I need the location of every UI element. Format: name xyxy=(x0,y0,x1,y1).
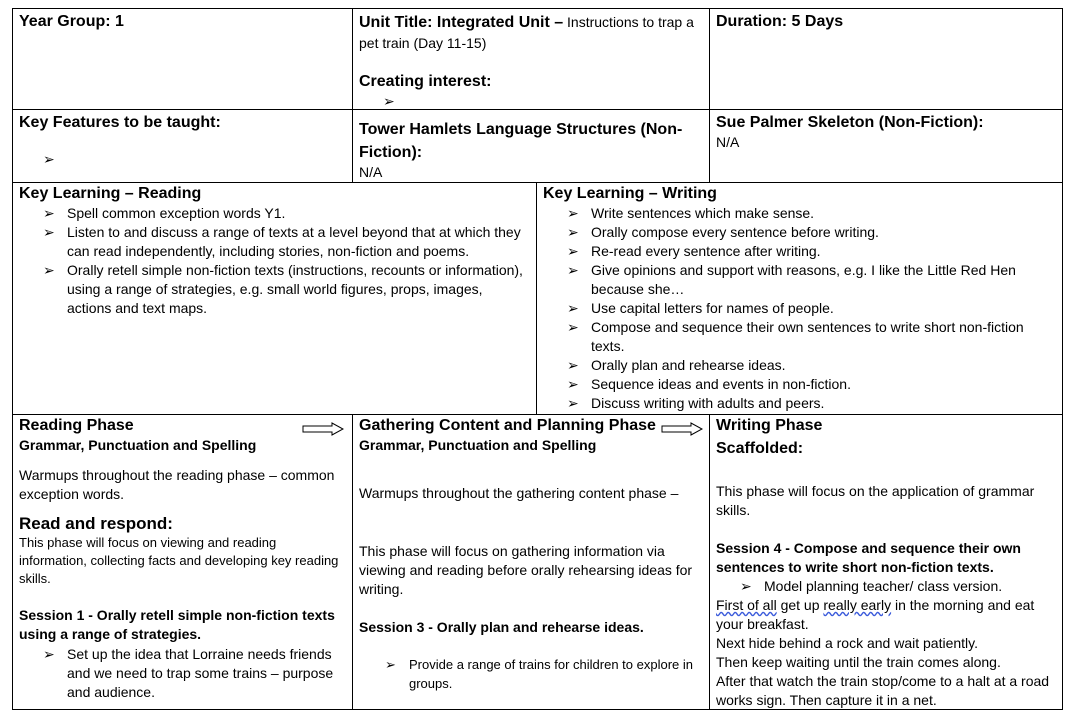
year-group: Year Group: 1 xyxy=(19,13,124,30)
bullet-icon: ➢ xyxy=(567,243,579,259)
bullet-icon: ➢ xyxy=(567,205,579,221)
sue-palmer-title: Sue Palmer Skeleton (Non-Fiction): xyxy=(716,114,984,131)
list-item: ➢ Listen to and discuss a range of texts at a level beyond that at which they can read independently, including stories, non-fiction and poems. xyxy=(43,224,521,259)
bullet-icon: ➢ xyxy=(567,395,579,411)
gathering-phase-title: Gathering Content and Planning Phase xyxy=(359,417,656,434)
list-item: ➢ Orally retell simple non-fiction texts (instructions, recounts or information), using a range of strategies, e.g. small world figures, props, images, actions and text maps. xyxy=(43,262,523,316)
list-item: ➢ Set up the idea that Lorraine needs friends and we need to trap some trains – purpose and audience. xyxy=(43,646,334,700)
reading-phase-cell xyxy=(12,414,353,710)
gathering-phase-cell xyxy=(352,414,710,710)
list-item: ➢ Write sentences which make sense. xyxy=(567,205,815,221)
model-text-line-4: After that watch the train stop/come to a halt at a road works sign. Then capture it in a net. xyxy=(716,673,1050,708)
right-arrow-icon xyxy=(661,422,703,436)
reading-phase-focus: This phase will focus on viewing and reading information, collecting facts and developing key reading skills. xyxy=(19,535,339,586)
duration: Duration: 5 Days xyxy=(716,13,844,30)
year-group-cell xyxy=(12,8,353,110)
list-item: ➢ Provide a range of trains for children to explore in groups. xyxy=(385,657,693,691)
list-item: ➢ Sequence ideas and events in non-fiction. xyxy=(567,376,851,392)
bullet-icon: ➢ xyxy=(567,357,579,373)
read-respond-title: Read and respond: xyxy=(19,514,173,533)
bullet-icon: ➢ xyxy=(43,262,55,278)
gathering-phase-focus: This phase will focus on gathering information via viewing and reading before orally rehearsing ideas for writing. xyxy=(359,543,693,597)
right-arrow-icon xyxy=(302,422,344,436)
duration-cell xyxy=(709,8,1063,110)
bullet-icon: ➢ xyxy=(43,646,55,662)
reading-phase-warmups: Warmups throughout the reading phase – common exception words. xyxy=(19,467,335,502)
writing-phase-focus: This phase will focus on the application of grammar skills. xyxy=(716,483,1035,518)
key-learning-writing-cell xyxy=(536,182,1063,415)
bullet-icon: ➢ xyxy=(385,657,396,672)
gathering-phase-warmups: Warmups throughout the gathering content phase – xyxy=(359,485,679,501)
model-text-line-3: Then keep waiting until the train comes along. xyxy=(716,654,1001,670)
list-item: ➢ Give opinions and support with reasons, e.g. I like the Little Red Hen because she… xyxy=(567,262,1016,297)
bullet-icon: ➢ xyxy=(43,205,55,221)
sue-palmer-cell xyxy=(709,109,1063,183)
writing-phase-subtitle: Scaffolded: xyxy=(716,440,804,457)
unit-title: Unit Title: Integrated Unit – Instructions to trap a pet train (Day 11-15) xyxy=(359,14,694,51)
key-features-title: Key Features to be taught: xyxy=(19,114,221,131)
key-learning-reading-cell xyxy=(12,182,537,415)
writing-phase-title: Writing Phase xyxy=(716,417,823,434)
gathering-phase-session: Session 3 - Orally plan and rehearse ideas. xyxy=(359,619,644,635)
bullet-icon: ➢ xyxy=(567,376,579,392)
gathering-phase-subtitle: Grammar, Punctuation and Spelling xyxy=(359,437,597,453)
reading-phase-session: Session 1 - Orally retell simple non-fiction texts using a range of strategies. xyxy=(19,607,335,642)
reading-phase-subtitle: Grammar, Punctuation and Spelling xyxy=(19,437,257,453)
model-text-line-1: First of all get up really early in the morning and eat your breakfast. xyxy=(716,597,1035,632)
tower-hamlets-cell xyxy=(352,109,710,183)
bullet-icon: ➢ xyxy=(567,262,579,278)
bullet-icon: ➢ xyxy=(43,151,55,167)
list-item: ➢ Spell common exception words Y1. xyxy=(43,205,286,221)
tower-hamlets-title: Tower Hamlets Language Structures (Non-Fiction): xyxy=(359,121,683,161)
bullet-icon: ➢ xyxy=(43,224,55,240)
list-item: ➢ Orally compose every sentence before writing. xyxy=(567,224,879,240)
writing-phase-cell xyxy=(709,414,1063,710)
bullet-icon: ➢ xyxy=(567,224,579,240)
key-features-cell xyxy=(12,109,353,183)
tower-hamlets-value: N/A xyxy=(359,164,383,180)
bullet-icon: ➢ xyxy=(740,578,752,594)
list-item: ➢ Discuss writing with adults and peers. xyxy=(567,395,825,411)
creating-interest: Creating interest: xyxy=(359,73,492,90)
bullet-icon: ➢ xyxy=(383,93,395,109)
list-item: ➢ Compose and sequence their own sentences to write short non-fiction texts. xyxy=(567,319,1024,354)
key-learning-writing-title: Key Learning – Writing xyxy=(543,185,717,202)
bullet-icon: ➢ xyxy=(567,300,579,316)
model-text-line-2: Next hide behind a rock and wait patiently. xyxy=(716,635,979,651)
list-item: ➢ Use capital letters for names of people. xyxy=(567,300,834,316)
reading-phase-title: Reading Phase xyxy=(19,417,134,434)
unit-title-cell xyxy=(352,8,710,110)
sue-palmer-value: N/A xyxy=(716,134,740,150)
writing-phase-session: Session 4 - Compose and sequence their own sentences to write short non-fiction texts. xyxy=(716,540,1021,575)
list-item: ➢ Orally plan and rehearse ideas. xyxy=(567,357,786,373)
bullet-icon: ➢ xyxy=(567,319,579,335)
list-item: ➢ Model planning teacher/ class version. xyxy=(740,578,1003,594)
key-learning-reading-title: Key Learning – Reading xyxy=(19,185,202,202)
list-item: ➢ Re-read every sentence after writing. xyxy=(567,243,821,259)
